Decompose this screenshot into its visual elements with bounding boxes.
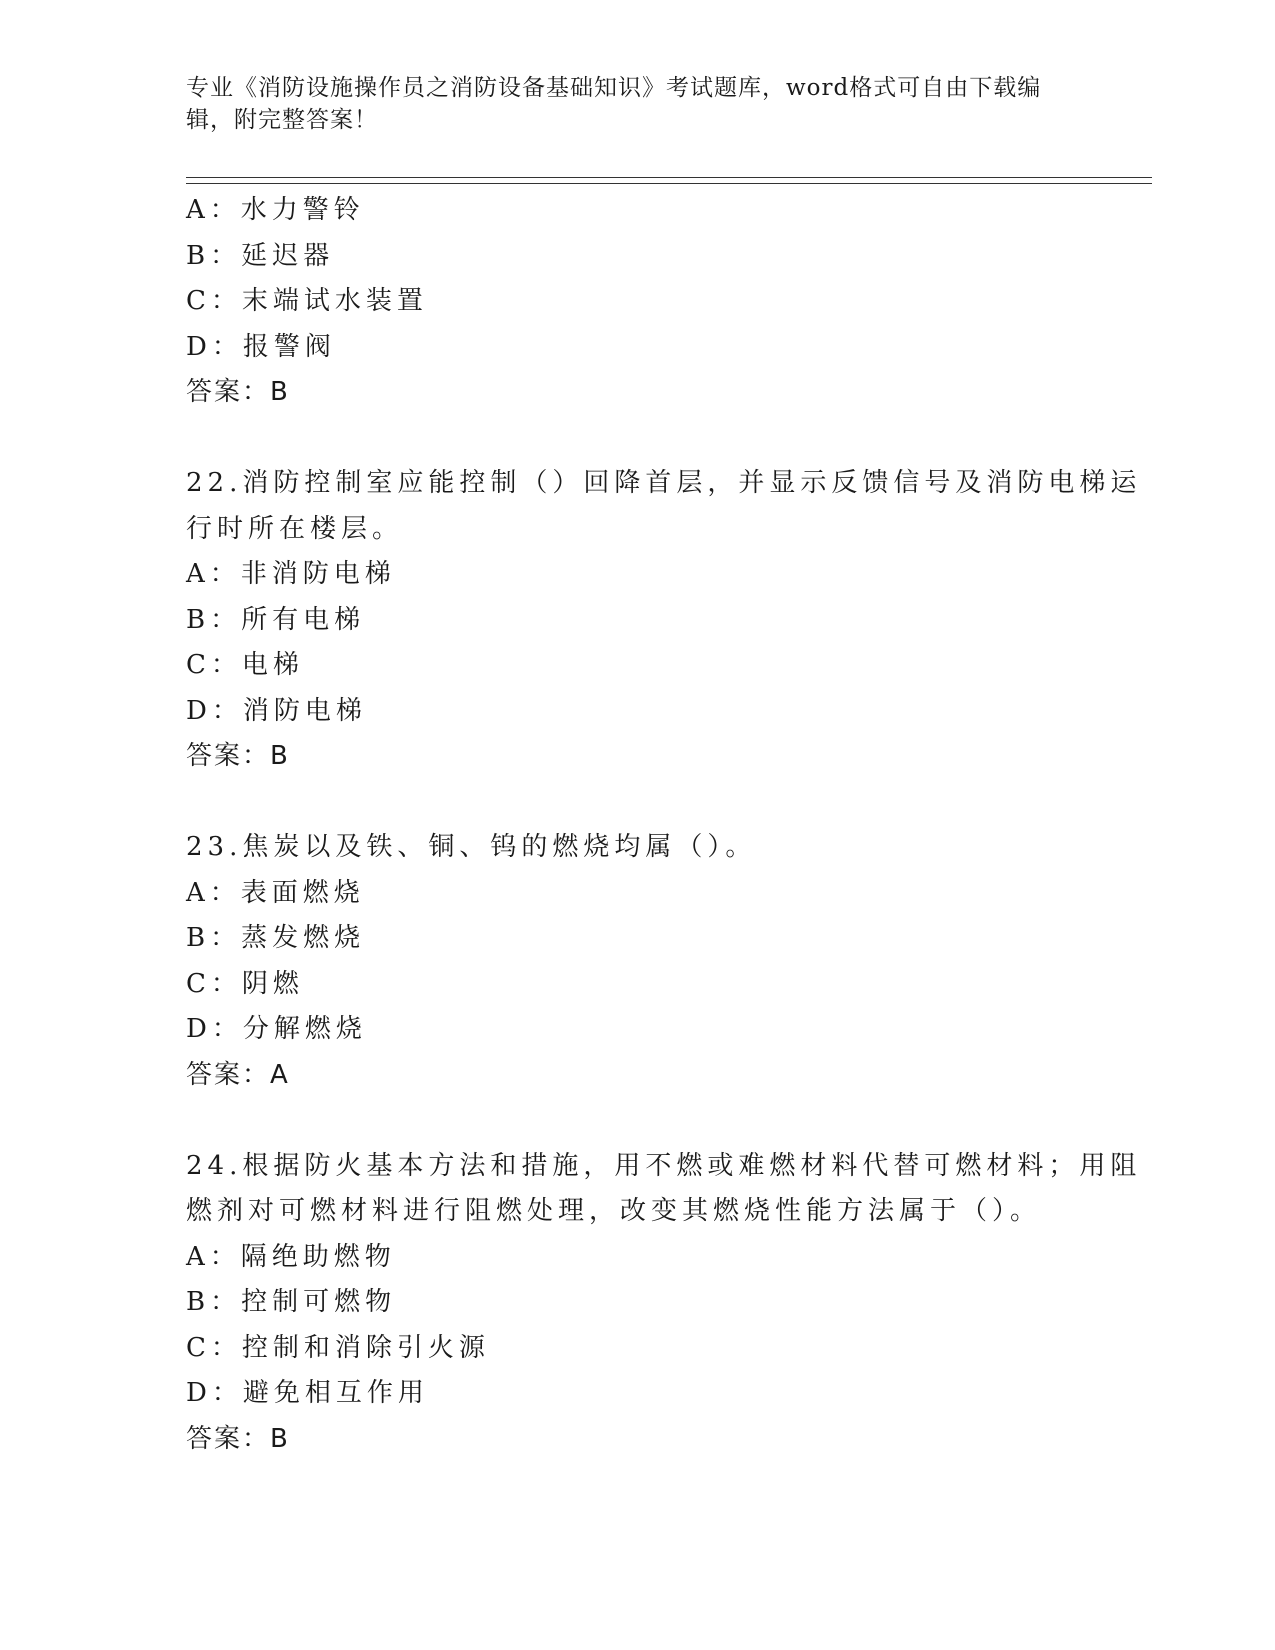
option-d: D：消防电梯 <box>186 695 367 726</box>
header-line-2: 辑，附完整答案！ <box>186 107 378 133</box>
option-c: C：阴燃 <box>186 968 304 999</box>
header-line-1: 专业《消防设施操作员之消防设备基础知识》考试题库，word格式可自由下载编 <box>186 75 1042 101</box>
answer-line: 答案：B <box>186 377 290 407</box>
spacer <box>186 780 1086 826</box>
option-b: B：蒸发燃烧 <box>186 923 366 953</box>
question-stem-line-2: 行时所在楼层。 <box>186 513 404 544</box>
option-a: A：水力警铃 <box>186 195 365 225</box>
question-21 <box>186 188 1086 416</box>
option-d: D：报警阀 <box>186 331 336 362</box>
question-stem-line-1: 24.根据防火基本方法和措施，用不燃或难燃材料代替可燃材料；用阻 <box>186 1150 1142 1181</box>
option-a: A：隔绝助燃物 <box>186 1241 396 1272</box>
answer-line: 答案：B <box>186 1423 290 1454</box>
option-d: D：分解燃烧 <box>186 1014 367 1044</box>
question-stem-line-1: 23.焦炭以及铁、铜、钨的燃烧均属（）。 <box>186 832 757 862</box>
spacer <box>186 1098 1086 1144</box>
question-stem-line-1: 22.消防控制室应能控制（）回降首层，并显示反馈信号及消防电梯运 <box>186 468 1142 498</box>
option-b: B：所有电梯 <box>186 604 366 635</box>
header-rule-top <box>186 177 1152 178</box>
answer-line: 答案：B <box>186 741 290 771</box>
option-d: D：避免相互作用 <box>186 1378 429 1408</box>
question-23 <box>186 825 1086 1098</box>
answer-line: 答案：A <box>186 1059 290 1090</box>
header-rule-bottom <box>186 183 1152 184</box>
option-c: C：电梯 <box>186 650 304 680</box>
question-list <box>186 188 1142 1462</box>
question-22 <box>186 461 1142 780</box>
option-b: B：控制可燃物 <box>186 1287 397 1317</box>
option-c: C：控制和消除引火源 <box>186 1332 490 1363</box>
option-a: A：非消防电梯 <box>186 559 396 589</box>
option-c: C：末端试水装置 <box>186 286 428 316</box>
question-24 <box>186 1144 1142 1463</box>
question-stem-line-2: 燃剂对可燃材料进行阻燃处理，改变其燃烧性能方法属于（）。 <box>186 1196 1042 1226</box>
option-a: A：表面燃烧 <box>186 877 365 908</box>
spacer <box>186 416 1086 462</box>
option-b: B：延迟器 <box>186 240 335 271</box>
document-header <box>186 72 1086 136</box>
